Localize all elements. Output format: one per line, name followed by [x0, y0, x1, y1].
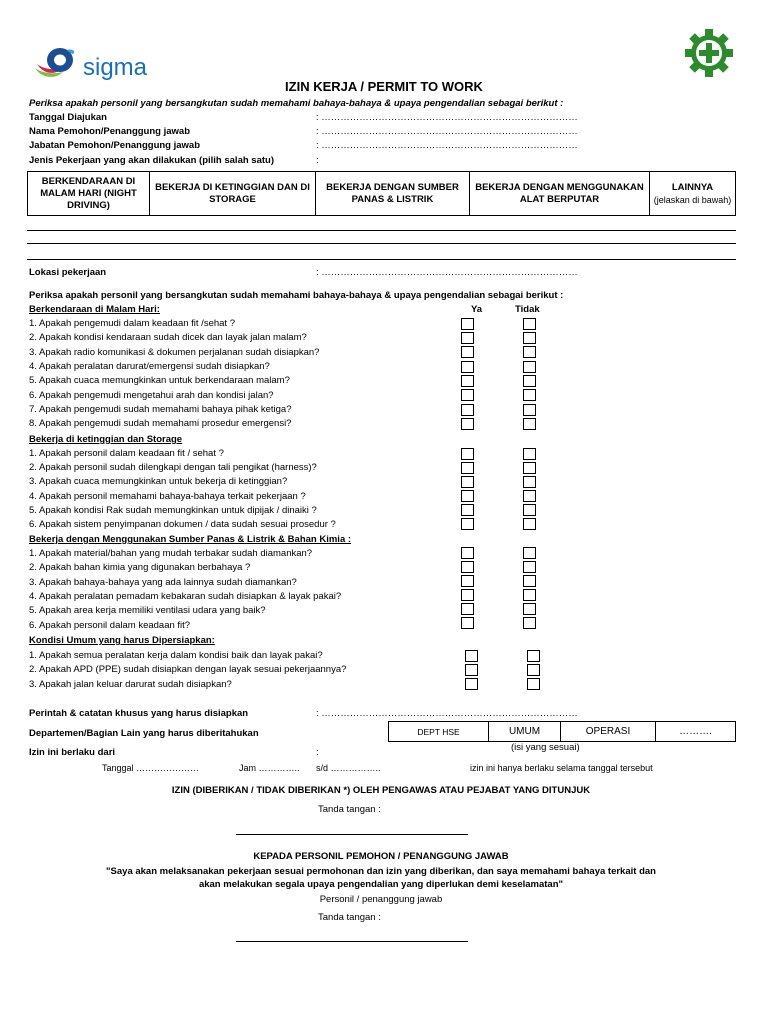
field-value-tanggal[interactable]: : ……………………………………………………………………… — [316, 112, 578, 123]
blank-line[interactable] — [27, 230, 736, 231]
field-label-tanggal: Tanggal Diajukan — [29, 112, 107, 123]
field-label-izin-berlaku: Izin ini berlaku dari — [29, 747, 116, 758]
checkbox-tidak[interactable] — [523, 332, 536, 344]
checkbox-ya[interactable] — [461, 589, 474, 601]
checkbox-tidak[interactable] — [523, 589, 536, 601]
field-label-lokasi: Lokasi pekerjaan — [29, 267, 107, 278]
checkbox-ya[interactable] — [461, 375, 474, 387]
checklist-question: 2. Apakah kondisi kendaraan sudah dicek dan layak jalan malam? — [29, 332, 307, 343]
field-value-nama[interactable]: : ……………………………………………………………………… — [316, 126, 578, 137]
section-title: Berkendaraan di Malam Hari: — [29, 304, 160, 315]
col-header-ya: Ya — [471, 304, 483, 315]
checklist-question: 1. Apakah pengemudi dalam keadaan fit /sehat ? — [29, 318, 235, 329]
checklist-question: 3. Apakah bahaya-bahaya yang ada lainnya sudah diamankan? — [29, 577, 297, 588]
checkbox-tidak[interactable] — [523, 448, 536, 460]
checkbox-tidak[interactable] — [523, 561, 536, 573]
checklist-question: 1. Apakah material/bahan yang mudah terbakar sudah diamankan? — [29, 548, 313, 559]
checkbox-ya[interactable] — [461, 318, 474, 330]
checkbox-ya[interactable] — [461, 575, 474, 587]
checkbox-tidak[interactable] — [523, 346, 536, 358]
pemohon-heading: KEPADA PERSONIL PEMOHON / PENANGGUNG JAWAB — [253, 851, 509, 862]
blank-line[interactable] — [27, 243, 736, 244]
checkbox-tidak[interactable] — [523, 617, 536, 629]
checkbox-ya[interactable] — [461, 603, 474, 615]
section-title: Kondisi Umum yang harus Dipersiapkan: — [29, 635, 215, 646]
field-value-jabatan[interactable]: : ……………………………………………………………………… — [316, 140, 578, 151]
checklist-question: 5. Apakah kondisi Rak sudah memungkinkan untuk dipijak / dinaiki ? — [29, 505, 317, 516]
field-colon-jenis: : — [316, 155, 319, 166]
checkbox-tidak[interactable] — [523, 404, 536, 416]
field-value-perintah[interactable]: : ……………………………………………………………………… — [316, 708, 578, 719]
checklist-intro: Periksa apakah personil yang bersangkutan sudah memahami bahaya-bahaya & upaya pengendalian sebagai berikut : — [29, 290, 564, 301]
col-header-tidak: Tidak — [515, 304, 540, 315]
safety-gear-icon — [684, 28, 734, 78]
field-value-lokasi[interactable]: : ……………………………………………………………………… — [316, 267, 578, 278]
pengawas-signature-line[interactable] — [236, 834, 468, 835]
izin-note: izin ini hanya berlaku selama tanggal tersebut — [470, 763, 653, 773]
checkbox-tidak[interactable] — [523, 418, 536, 430]
field-label-perintah: Perintah & catatan khusus yang harus disiapkan — [29, 708, 249, 719]
checklist-question: 6. Apakah sistem penyimpanan dokumen / data sudah sesuai prosedur ? — [29, 519, 336, 530]
dept-option-operasi[interactable]: OPERASI — [561, 722, 656, 741]
checkbox-ya[interactable] — [465, 664, 478, 676]
blank-line[interactable] — [27, 259, 736, 260]
checklist-question: 2. Apakah APD (PPE) sudah disiapkan dengan layak sesuai pekerjaannya? — [29, 664, 347, 675]
pemohon-sign-label: Tanda tangan : — [318, 912, 381, 923]
pemohon-statement-line2: akan melakukan segala upaya pengendalian yang diperlukan demi keselamatan" — [198, 879, 564, 890]
checkbox-ya[interactable] — [461, 361, 474, 373]
checkbox-ya[interactable] — [461, 561, 474, 573]
company-logo — [33, 44, 163, 84]
checklist-question: 2. Apakah bahan kimia yang digunakan berbahaya ? — [29, 562, 251, 573]
checklist-question: 2. Apakah personil sudah dilengkapi dengan tali pengikat (harness)? — [29, 462, 317, 473]
job-type-option[interactable]: BEKERJA DI KETINGGIAN DAN DI STORAGE — [150, 172, 316, 215]
checkbox-tidak[interactable] — [523, 318, 536, 330]
pengawas-heading: IZIN (DIBERIKAN / TIDAK DIBERIKAN *) OLEH PENGAWAS ATAU PEJABAT YANG DITUNJUK — [171, 785, 591, 796]
field-label-jenis: Jenis Pekerjaan yang akan dilakukan (pilih salah satu) — [29, 155, 274, 166]
checkbox-ya[interactable] — [465, 650, 478, 662]
dept-option-other[interactable]: ………. — [679, 726, 712, 737]
checklist-question: 6. Apakah pengemudi mengetahui arah dan kondisi jalan? — [29, 390, 274, 401]
field-colon-izin-berlaku: : — [316, 747, 319, 758]
field-label-nama: Nama Pemohon/Penanggung jawab — [29, 126, 190, 137]
pemohon-statement-line1: "Saya akan melaksanakan pekerjaan sesuai permohonan dan izin yang diberikan, dan saya memahami bahaya terkait dan — [106, 866, 656, 877]
checkbox-ya[interactable] — [461, 448, 474, 460]
dept-note: (isi yang sesuai) — [511, 742, 580, 753]
checkbox-tidak[interactable] — [523, 462, 536, 474]
checkbox-tidak[interactable] — [523, 547, 536, 559]
checklist-question: 1. Apakah personil dalam keadaan fit / sehat ? — [29, 448, 224, 459]
checkbox-ya[interactable] — [461, 518, 474, 530]
pemohon-role: Personil / penanggung jawab — [319, 894, 443, 905]
checkbox-ya[interactable] — [461, 617, 474, 629]
checklist-question: 4. Apakah personil memahami bahaya-bahaya terkait pekerjaan ? — [29, 491, 306, 502]
checklist-question: 1. Apakah semua peralatan kerja dalam kondisi baik dan layak pakai? — [29, 650, 323, 661]
checkbox-tidak[interactable] — [527, 664, 540, 676]
checklist-question: 5. Apakah area kerja memiliki ventilasi udara yang baik? — [29, 605, 266, 616]
field-label-departemen: Departemen/Bagian Lain yang harus diberitahukan — [29, 728, 259, 739]
checkbox-tidak[interactable] — [527, 650, 540, 662]
checkbox-ya[interactable] — [461, 462, 474, 474]
checkbox-tidak[interactable] — [523, 389, 536, 401]
dept-option-umum[interactable]: UMUM — [489, 722, 561, 741]
izin-sd[interactable]: s/d …………….. — [316, 763, 381, 773]
logo-text: sigma — [83, 54, 148, 81]
page-title: IZIN KERJA / PERMIT TO WORK — [285, 79, 483, 94]
checkbox-ya[interactable] — [461, 418, 474, 430]
job-type-option-lainnya[interactable]: LAINNYA (jelaskan di bawah) — [653, 181, 732, 205]
checklist-question: 5. Apakah cuaca memungkinkan untuk berkendaraan malam? — [29, 375, 290, 386]
checkbox-tidak[interactable] — [523, 518, 536, 530]
checklist-question: 3. Apakah jalan keluar darurat sudah disiapkan? — [29, 679, 232, 690]
pemohon-signature-line[interactable] — [236, 941, 468, 942]
izin-jam[interactable]: Jam ………….. — [239, 763, 300, 773]
checkbox-tidak[interactable] — [523, 504, 536, 516]
checkbox-ya[interactable] — [461, 332, 474, 344]
checkbox-ya[interactable] — [461, 547, 474, 559]
job-type-option[interactable]: BERKENDARAAN DI MALAM HARI (NIGHT DRIVING) — [28, 172, 150, 215]
checklist-question: 8. Apakah pengemudi sudah memahami prosedur emergensi? — [29, 418, 292, 429]
checkbox-ya[interactable] — [461, 389, 474, 401]
checkbox-tidak[interactable] — [523, 575, 536, 587]
checkbox-tidak[interactable] — [523, 603, 536, 615]
field-label-jabatan: Jabatan Pemohon/Penanggung jawab — [29, 140, 201, 151]
job-type-option[interactable]: BEKERJA DENGAN MENGGUNAKAN ALAT BERPUTAR — [470, 172, 650, 215]
checklist-question: 7. Apakah pengemudi sudah memahami bahaya pihak ketiga? — [29, 404, 292, 415]
izin-tanggal[interactable]: Tanggal ………………… — [102, 763, 200, 773]
job-type-table — [27, 171, 736, 216]
checkbox-tidak[interactable] — [523, 375, 536, 387]
checklist-question: 3. Apakah radio komunikasi & dokumen perjalanan sudah disiapkan? — [29, 347, 320, 358]
sigma-logo-icon — [33, 44, 77, 82]
checkbox-ya[interactable] — [465, 678, 478, 690]
checklist-question: 6. Apakah personil dalam keadaan fit? — [29, 620, 191, 631]
pengawas-sign-label: Tanda tangan : — [318, 804, 381, 815]
checkbox-ya[interactable] — [461, 476, 474, 488]
checkbox-ya[interactable] — [461, 346, 474, 358]
checkbox-tidak[interactable] — [523, 490, 536, 502]
checkbox-tidak[interactable] — [527, 678, 540, 690]
checkbox-ya[interactable] — [461, 504, 474, 516]
checklist-question: 4. Apakah peralatan darurat/emergensi sudah disiapkan? — [29, 361, 270, 372]
checkbox-ya[interactable] — [461, 404, 474, 416]
dept-option-hse[interactable]: DEPT HSE — [389, 722, 489, 741]
department-table — [388, 721, 736, 742]
instruction-text: Periksa apakah personil yang bersangkutan sudah memahami bahaya-bahaya & upaya pengendalian sebagai berikut : — [29, 98, 564, 109]
section-title: Bekerja di ketinggian dan Storage — [29, 434, 183, 445]
checkbox-tidak[interactable] — [523, 361, 536, 373]
checkbox-ya[interactable] — [461, 490, 474, 502]
checklist-question: 3. Apakah cuaca memungkinkan untuk bekerja di ketinggian? — [29, 476, 288, 487]
job-type-option[interactable]: BEKERJA DENGAN SUMBER PANAS & LISTRIK — [316, 172, 470, 215]
checklist-question: 4. Apakah peralatan pemadam kebakaran sudah disiapkan & layak pakai? — [29, 591, 342, 602]
checkbox-tidak[interactable] — [523, 476, 536, 488]
section-title: Bekerja dengan Menggunakan Sumber Panas & Listrik & Bahan Kimia : — [29, 534, 352, 545]
